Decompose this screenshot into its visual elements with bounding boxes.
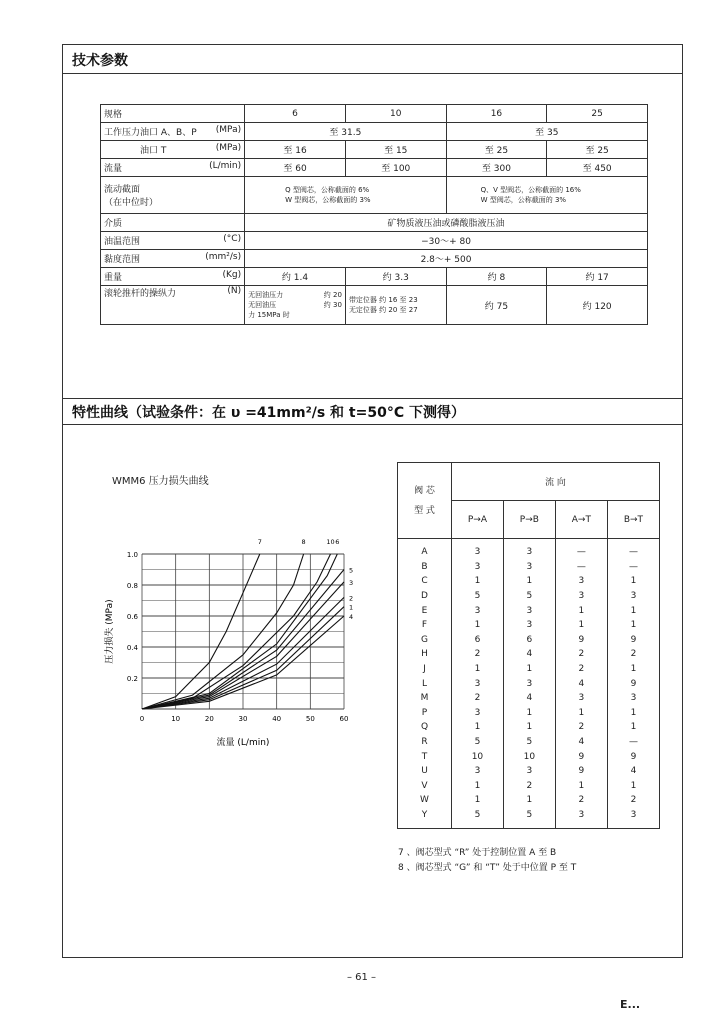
- table-cell: 1: [503, 574, 555, 589]
- table-cell: 3: [503, 560, 555, 575]
- table-cell: 1: [607, 662, 659, 677]
- table-cell: 3: [452, 764, 504, 779]
- y-tick-label: 0.2: [126, 675, 138, 683]
- table-cell: 3: [607, 691, 659, 706]
- table-cell: 1: [607, 618, 659, 633]
- table-cell: L: [398, 676, 452, 691]
- table-cell: 3: [555, 589, 607, 604]
- table-cell: 2: [555, 793, 607, 808]
- table-cell: 6: [452, 633, 504, 648]
- table-cell: E: [398, 603, 452, 618]
- table-row: [398, 662, 660, 677]
- table-cell: 1: [452, 793, 504, 808]
- table-cell: 9: [555, 749, 607, 764]
- table-cell: Q: [398, 720, 452, 735]
- table-cell: 3: [452, 603, 504, 618]
- table-cell: 5: [452, 589, 504, 604]
- table-row: [398, 647, 660, 662]
- x-tick-label: 50: [305, 715, 315, 723]
- table-cell: 2: [607, 793, 659, 808]
- table-row: [398, 749, 660, 764]
- series-label: 2: [349, 594, 354, 603]
- table-cell: 2: [452, 691, 504, 706]
- spec-temp-row: 油温范围 (°C) −30～+ 80: [101, 232, 648, 250]
- spec-t-row: 油口 T (MPa) 至 16 至 15 至 25 至 25: [101, 141, 648, 159]
- pressure-loss-chart: [100, 525, 360, 755]
- divider: [62, 424, 683, 425]
- spec-force-row: 滚轮推杆的操纵力 (N) 无回油压力 约 20 无回油压 约 30 力 15MPa 时 带定位器 约 16 至 23 无定位器 约 20 至 27 约 75 约 120: [101, 286, 648, 325]
- table-cell: 9: [607, 676, 659, 691]
- table-cell: 1: [452, 618, 504, 633]
- table-cell: 2: [555, 720, 607, 735]
- table-cell: 1: [555, 603, 607, 618]
- table-row: [398, 706, 660, 721]
- table-cell: 1: [607, 779, 659, 794]
- table-cell: 1: [452, 662, 504, 677]
- table-cell: 1: [555, 706, 607, 721]
- notes: [398, 846, 576, 876]
- table-cell: 3: [503, 618, 555, 633]
- table-cell: 3: [555, 808, 607, 829]
- table-cell: J: [398, 662, 452, 677]
- x-tick-label: 0: [139, 715, 145, 723]
- table-cell: 3: [607, 808, 659, 829]
- series-label: 5: [349, 566, 354, 575]
- table-row: [398, 676, 660, 691]
- table-cell: R: [398, 735, 452, 750]
- table-row: [398, 764, 660, 779]
- table-cell: 4: [555, 676, 607, 691]
- table-cell: 10: [503, 749, 555, 764]
- table-cell: H: [398, 647, 452, 662]
- table-cell: 5: [452, 808, 504, 829]
- table-cell: 1: [607, 706, 659, 721]
- table-cell: 2: [555, 662, 607, 677]
- table-cell: 3: [452, 706, 504, 721]
- table-cell: 1: [503, 662, 555, 677]
- series-label: 3: [349, 578, 354, 587]
- table-cell: 1: [452, 720, 504, 735]
- divider: [62, 398, 683, 399]
- table-cell: T: [398, 749, 452, 764]
- table-cell: 5: [452, 735, 504, 750]
- table-cell: 3: [503, 764, 555, 779]
- spec-table: [100, 104, 648, 325]
- x-tick-label: 20: [204, 715, 214, 723]
- table-cell: 3: [555, 691, 607, 706]
- x-axis-label: 流量 (L/min): [216, 738, 270, 748]
- table-cell: G: [398, 633, 452, 648]
- table-cell: 1: [503, 793, 555, 808]
- table-cell: 4: [503, 647, 555, 662]
- table-cell: 1: [452, 779, 504, 794]
- table-cell: 3: [503, 603, 555, 618]
- chart-title: WMM6 压力损失曲线: [112, 476, 209, 487]
- series-label: 6: [335, 538, 340, 546]
- table-cell: 4: [503, 691, 555, 706]
- series-label: 7: [257, 538, 262, 546]
- table-cell: 1: [555, 779, 607, 794]
- table-row: [398, 589, 660, 604]
- table-cell: 3: [503, 539, 555, 560]
- table-cell: 4: [555, 735, 607, 750]
- section-title-tech-params: 技术参数: [72, 53, 128, 69]
- spec-flow-row: 流量 (L/min) 至 60 至 100 至 300 至 450: [101, 159, 648, 177]
- table-cell: 3: [607, 589, 659, 604]
- table-cell: 5: [503, 589, 555, 604]
- corner-mark: E...: [620, 998, 641, 1011]
- flow-table: 阀 芯 型 式 流 向 P→A P→B A→T B→T A 3 3 — — B 3 3 — — C 1 1 3 1 D 5 5 3 3 E 3 3 1 1 F 1 3 1 1 G 6 6 9 9 H 2 4 2 2 J 1 1 2 1 L 3 3 4 9 M 2 4 3 3 P 3 1 1 1 Q 1 1 2 1 R 5 5 4 — T 10 10 9 9 U 3 3 9 4 V 1 2 1 1 W 1 1 2 2 Y 5 5 3 3: [397, 462, 660, 829]
- table-cell: —: [607, 560, 659, 575]
- table-cell: 1: [503, 720, 555, 735]
- table-cell: 1: [607, 603, 659, 618]
- table-cell: 9: [555, 633, 607, 648]
- table-cell: 1: [503, 706, 555, 721]
- table-cell: 10: [452, 749, 504, 764]
- spec-section-row: 流动截面 （在中位时） Q 型阀芯，公称截面的 6% W 型阀芯，公称截面的 3% Q、V 型阀芯，公称截面的 16% W 型阀芯，公称截面的 3%: [101, 177, 648, 214]
- table-cell: V: [398, 779, 452, 794]
- table-cell: 4: [607, 764, 659, 779]
- table-row: [398, 793, 660, 808]
- table-row: [398, 808, 660, 829]
- spec-weight-row: 重量 (Kg) 约 1.4 约 3.3 约 8 约 17: [101, 268, 648, 286]
- flow-table-body: [398, 539, 660, 829]
- table-cell: 9: [607, 749, 659, 764]
- table-cell: 5: [503, 735, 555, 750]
- table-row: [398, 618, 660, 633]
- x-tick-label: 60: [339, 715, 349, 723]
- table-cell: 2: [607, 647, 659, 662]
- table-cell: —: [607, 539, 659, 560]
- spec-visc-row: 黏度范围 (mm²/s) 2.8～+ 500: [101, 250, 648, 268]
- table-cell: 3: [555, 574, 607, 589]
- table-cell: M: [398, 691, 452, 706]
- table-cell: B: [398, 560, 452, 575]
- y-tick-label: 0.8: [126, 582, 138, 590]
- table-cell: C: [398, 574, 452, 589]
- table-cell: —: [555, 560, 607, 575]
- table-cell: D: [398, 589, 452, 604]
- table-cell: 3: [452, 539, 504, 560]
- spec-pressure-row: 工作压力油口 A、B、P (MPa) 至 31.5 至 35: [101, 123, 648, 141]
- x-tick-label: 40: [272, 715, 282, 723]
- table-cell: 9: [607, 633, 659, 648]
- table-row: [398, 603, 660, 618]
- table-cell: F: [398, 618, 452, 633]
- table-row: [398, 539, 660, 560]
- table-row: [398, 560, 660, 575]
- table-cell: 6: [503, 633, 555, 648]
- table-cell: Y: [398, 808, 452, 829]
- y-tick-label: 0.6: [126, 613, 138, 621]
- y-tick-label: 0.4: [126, 644, 138, 652]
- table-cell: 1: [607, 720, 659, 735]
- x-tick-label: 10: [171, 715, 181, 723]
- table-row: [398, 735, 660, 750]
- y-tick-label: 1.0: [126, 551, 138, 559]
- table-row: [398, 720, 660, 735]
- table-cell: 2: [452, 647, 504, 662]
- table-cell: 1: [607, 574, 659, 589]
- section-title-curves: 特性曲线（试验条件：在 υ =41mm²/s 和 t=50°C 下测得）: [72, 405, 465, 421]
- table-cell: P: [398, 706, 452, 721]
- table-cell: 3: [452, 676, 504, 691]
- table-row: [398, 574, 660, 589]
- series-label: 4: [349, 613, 354, 621]
- spec-medium-row: 介质 矿物质液压油或磷酸脂液压油: [101, 214, 648, 232]
- table-cell: 5: [503, 808, 555, 829]
- table-cell: 2: [503, 779, 555, 794]
- table-cell: U: [398, 764, 452, 779]
- table-row: [398, 779, 660, 794]
- table-cell: —: [555, 539, 607, 560]
- y-axis-label: 压力损失 (MPa): [105, 599, 115, 664]
- series-label: 10: [326, 538, 335, 546]
- page-number: – 61 –: [346, 972, 377, 983]
- x-tick-label: 30: [238, 715, 248, 723]
- table-cell: 3: [452, 560, 504, 575]
- table-cell: 1: [555, 618, 607, 633]
- table-cell: 1: [452, 574, 504, 589]
- note: 8 、阀芯型式 “G” 和 “T” 处于中位置 P 至 T: [398, 863, 577, 873]
- table-cell: 2: [555, 647, 607, 662]
- table-row: [398, 633, 660, 648]
- table-cell: W: [398, 793, 452, 808]
- table-row: [398, 691, 660, 706]
- divider: [62, 73, 683, 74]
- note: 7 、阀芯型式 “R” 处于控制位置 A 至 B: [398, 848, 557, 858]
- table-cell: A: [398, 539, 452, 560]
- table-cell: 3: [503, 676, 555, 691]
- series-label: 1: [349, 603, 354, 612]
- table-cell: —: [607, 735, 659, 750]
- series-label: 8: [301, 538, 306, 546]
- spec-header-row: 规格 6 10 16 25: [101, 105, 648, 123]
- table-cell: 9: [555, 764, 607, 779]
